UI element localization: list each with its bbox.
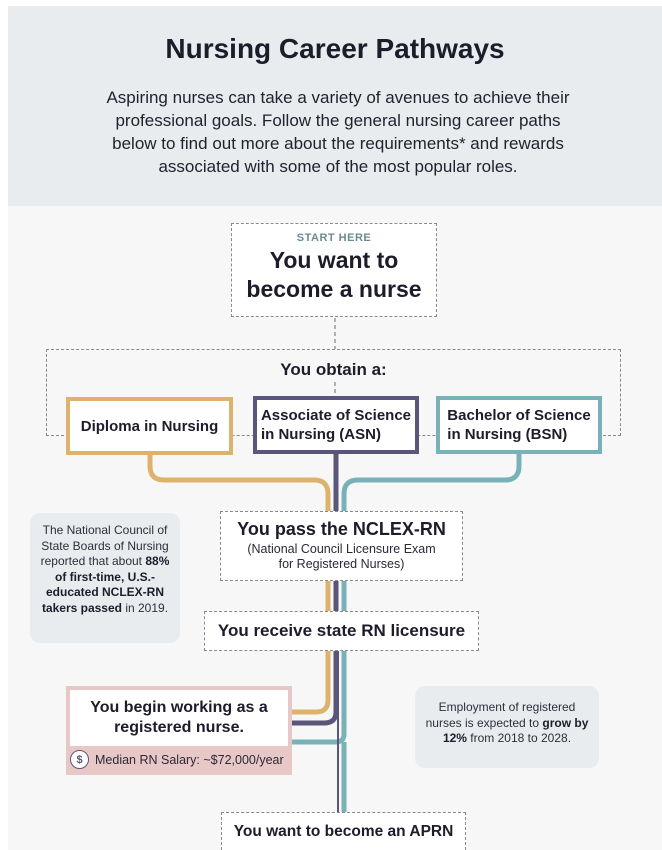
- salary-text: Median RN Salary: ~$72,000/year: [95, 752, 284, 767]
- degree-asn-line1: Associate of Science: [260, 407, 412, 424]
- growth-note: [415, 686, 599, 768]
- start-box: [231, 223, 437, 317]
- start-title-line1: You want to: [269, 247, 399, 273]
- nclex-sub-line1: (National Council Licensure Exam: [247, 542, 436, 556]
- growth-note-post: from 2018 to 2028.: [466, 731, 572, 745]
- degree-diploma-line1: Diploma in Nursing: [80, 417, 219, 435]
- degree-bsn-line2: in Nursing (BSN): [447, 426, 568, 443]
- degree-bsn: [436, 396, 602, 454]
- degree-diploma: [66, 397, 233, 455]
- dollar-icon: $: [70, 750, 89, 769]
- ncsbn-note-pre: The National Council of State Boards of Nursing reported that about: [40, 523, 169, 568]
- aprn-label: You want to become an APRN: [233, 822, 454, 840]
- degree-asn: [253, 396, 419, 454]
- ncsbn-note: [30, 513, 180, 643]
- start-label: START HERE: [296, 232, 372, 244]
- working-box: [66, 686, 292, 775]
- start-title-line2: become a nurse: [246, 276, 422, 302]
- nclex-subtitle: [221, 542, 462, 572]
- working-line1: You begin working as a: [90, 699, 268, 716]
- obtain-label: You obtain a:: [280, 360, 387, 379]
- nclex-sub-line2: for Registered Nurses): [278, 557, 405, 571]
- nclex-box: [220, 511, 463, 581]
- degree-bsn-line1: Bachelor of Science: [447, 407, 591, 424]
- degree-asn-line2: in Nursing (ASN): [260, 426, 381, 443]
- ncsbn-note-bold: 88% of first-time, U.S.-educated NCLEX-RN takers passed: [41, 554, 170, 615]
- growth-note-bold: grow by 12%: [442, 715, 589, 745]
- salary-row: [70, 750, 284, 769]
- aprn-box: [221, 812, 466, 850]
- start-title: [232, 246, 436, 304]
- working-line2: registered nurse.: [114, 719, 244, 736]
- licensure-label: You receive state RN licensure: [217, 621, 466, 640]
- ncsbn-note-post: in 2019.: [122, 600, 169, 615]
- page-title: Nursing Career Pathways: [165, 33, 505, 64]
- nclex-title: You pass the NCLEX-RN: [237, 519, 446, 539]
- growth-note-pre: Employment of registered nurses is expected to: [425, 700, 576, 730]
- intro-text: Aspiring nurses can take a variety of avenues to achieve their professional goals. Follow the general nursing career paths below to find out more about the requirements* and rewards associated with some of the most popular roles.: [106, 88, 570, 176]
- licensure-box: [204, 611, 479, 651]
- working-title: [70, 690, 288, 746]
